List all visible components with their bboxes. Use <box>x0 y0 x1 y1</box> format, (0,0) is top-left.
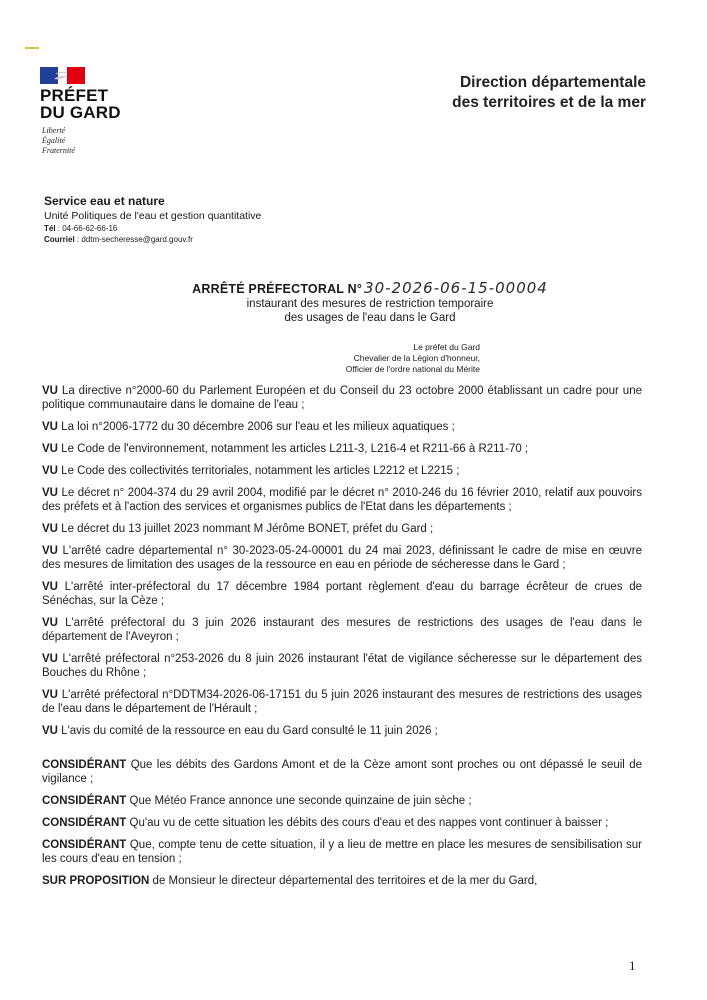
document-body <box>42 384 642 896</box>
considerant-lead: CONSIDÉRANT <box>42 839 127 851</box>
marianne-logo-icon <box>40 67 85 84</box>
vu-paragraph <box>42 724 642 738</box>
considerant-paragraph <box>42 794 642 808</box>
vu-paragraph <box>42 442 642 456</box>
title-line <box>160 280 580 297</box>
prefet-name-line2: DU GARD <box>40 103 121 122</box>
phone-label: Tél <box>44 224 56 233</box>
vu-lead: VU <box>42 725 58 737</box>
vu-text: L'avis du comité de la ressource en eau du Gard consulté le 11 juin 2026 ; <box>57 725 438 737</box>
service-name: Service eau et nature <box>44 194 165 208</box>
vu-text: Le Code de l'environnement, notamment les articles L211-3, L216-4 et R211-66 à R211-70 ; <box>57 443 529 455</box>
vu-paragraph <box>42 616 642 644</box>
vu-lead: VU <box>42 617 58 629</box>
arrete-title <box>160 280 580 325</box>
decorative-dash <box>25 47 39 49</box>
considerant-paragraph <box>42 758 642 786</box>
title-subtitle-line1: instaurant des mesures de restriction temporaire <box>246 298 494 310</box>
title-main: ARRÊTÉ PRÉFECTORAL N° <box>192 282 363 296</box>
prefet-line1: Le préfet du Gard <box>413 342 480 352</box>
vu-lead: VU <box>42 653 58 665</box>
considerant-lead: CONSIDÉRANT <box>42 795 127 807</box>
vu-paragraph <box>42 384 642 412</box>
considerant-lead: CONSIDÉRANT <box>42 817 127 829</box>
sur-proposition-paragraph <box>42 874 642 888</box>
vu-text: L'arrêté cadre départemental n° 30-2023-05-24-00001 du 24 mai 2023, définissant le cadre de mise en œuvre des mesures de limitation des usages de la ressource en eau en période de sécheresse dans le Gard ; <box>42 545 642 571</box>
vu-paragraph <box>42 688 642 716</box>
vu-text: L'arrêté préfectoral du 3 juin 2026 instaurant des mesures de restrictions des usages de l'eau dans le département de l'Aveyron ; <box>42 617 642 643</box>
vu-text: Le décret n° 2004-374 du 29 avril 2004, modifié par le décret n° 2010-246 du 16 février 2010, relatif aux pouvoirs des préfets et à l'action des services et organismes publics de l'Etat dans les départements ; <box>42 487 642 513</box>
service-unit: Unité Politiques de l'eau et gestion quantitative <box>44 210 262 222</box>
vu-lead: VU <box>42 581 58 593</box>
service-email <box>44 234 261 245</box>
considerant-paragraph <box>42 838 642 866</box>
vu-lead: VU <box>42 443 58 455</box>
considerant-paragraph <box>42 816 642 830</box>
sur-proposition-text: de Monsieur le directeur départemental des territoires et de la mer du Gard, <box>149 875 538 887</box>
considerant-text: Que les débits des Gardons Amont et de la Cèze amont sont proches ou ont dépassé le seuil de vigilance ; <box>42 759 642 785</box>
vu-paragraph <box>42 544 642 572</box>
vu-lead: VU <box>42 421 58 433</box>
prefet-line2: Chevalier de la Légion d'honneur, <box>353 353 480 363</box>
prefet-line3: Officier de l'ordre national du Mérite <box>345 364 480 374</box>
motto-fraternite: Fraternité <box>42 146 75 155</box>
considerant-text: Que Météo France annonce une seconde quinzaine de juin sèche ; <box>126 795 472 807</box>
vu-lead: VU <box>42 545 58 557</box>
service-block <box>44 194 261 245</box>
considerant-lead: CONSIDÉRANT <box>42 759 127 771</box>
motto-liberte: Liberté <box>42 126 66 135</box>
vu-text: Le Code des collectivités territoriales, notamment les articles L2212 et L2215 ; <box>57 465 460 477</box>
phone-value: : 04-66-62-66-16 <box>55 224 118 233</box>
vu-lead: VU <box>42 523 58 535</box>
vu-paragraph <box>42 486 642 514</box>
vu-text: L'arrêté préfectoral n°DDTM34-2026-06-17151 du 5 juin 2026 instaurant des mesures de restrictions des usages de l'eau dans le département de l'Hérault ; <box>42 689 642 715</box>
sur-proposition-lead: SUR PROPOSITION <box>42 875 150 887</box>
prefet-name-line1: PRÉFET <box>40 86 109 105</box>
service-phone <box>44 223 261 234</box>
vu-paragraph <box>42 652 642 680</box>
vu-paragraph <box>42 580 642 608</box>
vu-lead: VU <box>42 487 58 499</box>
vu-lead: VU <box>42 385 58 397</box>
vu-paragraph <box>42 420 642 434</box>
vu-text: L'arrêté préfectoral n°253-2026 du 8 juin 2026 instaurant l'état de vigilance sécheresse sur le département des Bouches du Rhône ; <box>42 653 642 679</box>
vu-paragraph <box>42 522 642 536</box>
vu-text: Le décret du 13 juillet 2023 nommant M Jérôme BONET, préfet du Gard ; <box>57 523 434 535</box>
vu-lead: VU <box>42 465 58 477</box>
vu-lead: VU <box>42 689 58 701</box>
vu-text: La loi n°2006-1772 du 30 décembre 2006 sur l'eau et les milieux aquatiques ; <box>57 421 455 433</box>
handwritten-arrete-number: 30-2026-06-15-00004 <box>364 279 548 297</box>
direction-line1: Direction départementale <box>459 74 646 91</box>
vu-text: L'arrêté inter-préfectoral du 17 décembre 1984 portant règlement d'eau du barrage écrêteur de crues de Sénéchas, sur la Cèze ; <box>42 581 642 607</box>
direction-header <box>420 73 646 113</box>
email-label: Courriel <box>44 235 75 244</box>
email-value: : ddtm-secheresse@gard.gouv.fr <box>74 235 193 244</box>
prefet-signatory-block <box>180 342 480 375</box>
prefet-name <box>40 87 121 121</box>
considerant-text: Que, compte tenu de cette situation, il y a lieu de mettre en place les mesures de sensibilisation sur les cours d'eau en tension ; <box>42 839 642 865</box>
motto-egalite: Égalité <box>42 136 66 145</box>
title-subtitle-line2: des usages de l'eau dans le Gard <box>284 312 456 324</box>
vu-paragraph <box>42 464 642 478</box>
vu-text: La directive n°2000-60 du Parlement Européen et du Conseil du 23 octobre 2000 établissant un cadre pour une politique communautaire dans le domaine de l'eau ; <box>42 385 642 411</box>
page-number: 1 <box>629 958 636 973</box>
considerant-text: Qu'au vu de cette situation les débits des cours d'eau et des nappes vont continuer à baisser ; <box>126 817 609 829</box>
direction-line2: des territoires et de la mer <box>452 94 646 111</box>
republic-motto <box>42 126 75 156</box>
